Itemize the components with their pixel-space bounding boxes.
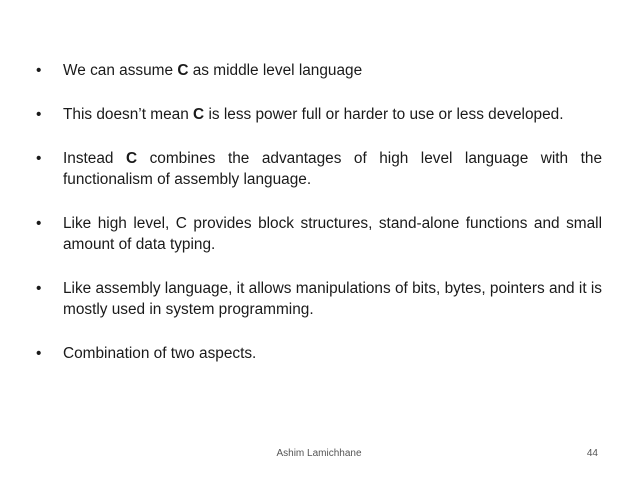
- bullet-dot-icon: •: [36, 280, 42, 297]
- bullet-text: Instead: [63, 150, 126, 167]
- bullet-text: This doesn’t mean: [63, 106, 194, 123]
- bullet-item: [36, 343, 602, 364]
- bullet-item: [36, 104, 602, 125]
- bullet-dot-icon: •: [36, 150, 42, 167]
- bullet-item: [36, 213, 602, 255]
- bullet-dot-icon: •: [36, 106, 42, 123]
- bullet-dot-icon: •: [36, 215, 42, 232]
- footer-author: Ashim Lamichhane: [276, 448, 362, 459]
- page-number: 44: [586, 448, 598, 459]
- bullet-text: as middle level language: [188, 62, 363, 79]
- bullet-dot-icon: •: [36, 345, 42, 362]
- bullet-dot-icon: •: [36, 62, 42, 79]
- bullet-text: Like high level, C provides block structures, stand-alone functions and small amount of data typing.: [63, 215, 602, 253]
- bullet-item: [36, 278, 602, 320]
- bullet-text: is less power full or harder to use or less developed.: [204, 106, 564, 123]
- bullet-text: We can assume: [63, 62, 178, 79]
- bullet-item: [36, 148, 602, 190]
- bullet-text-bold: C: [193, 106, 205, 123]
- bullet-item: [36, 60, 602, 81]
- bullet-text-bold: C: [177, 62, 189, 79]
- bullet-list: [36, 60, 602, 387]
- bullet-text: combines the advantages of high level language with the functionalism of assembly language.: [63, 150, 602, 188]
- bullet-text: Combination of two aspects.: [63, 345, 257, 362]
- bullet-text: Like assembly language, it allows manipulations of bits, bytes, pointers and it is mostly used in system programming.: [63, 280, 602, 318]
- bullet-text-bold: C: [125, 150, 138, 167]
